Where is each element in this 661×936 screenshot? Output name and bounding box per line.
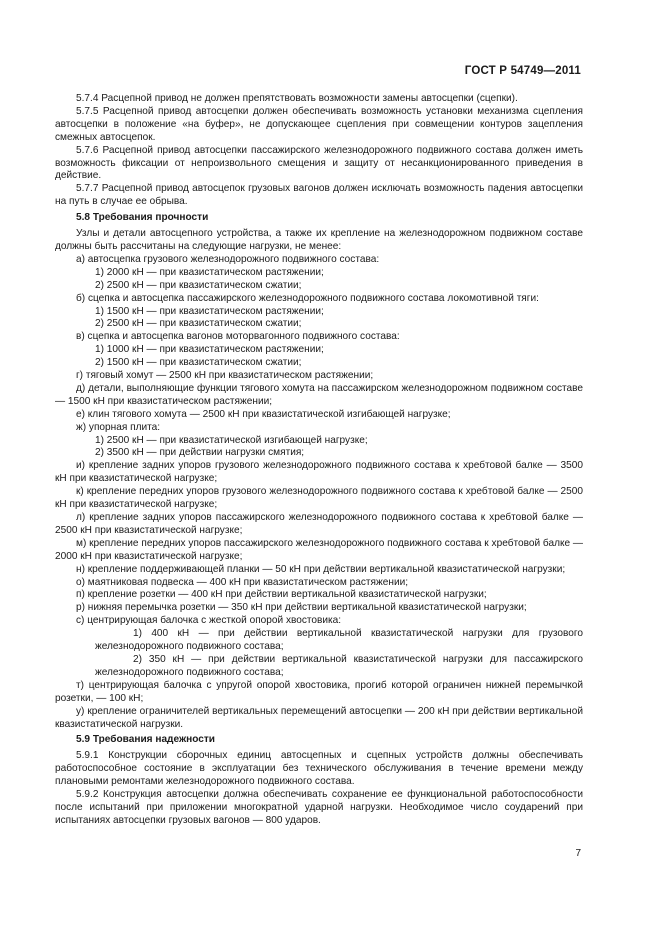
document-id-header: ГОСТ Р 54749—2011 — [464, 65, 581, 77]
paragraph: 5.7.4 Расцепной привод не должен препятствовать возможности замены автосцепки (сцепки). — [76, 93, 518, 104]
paragraph: 1) 400 кН — при действии вертикальной квазистатической нагрузки для грузового железнодорожного подвижного состава; — [95, 628, 583, 653]
page-number: 7 — [575, 848, 581, 859]
paragraph: 1) 1000 кН — при квазистатическом растяжении; — [95, 344, 324, 356]
paragraph: л) крепление задних упоров пассажирского железнодорожного подвижного состава к хребтовой балке — 2500 кН при квазистатической нагрузке; — [55, 512, 583, 536]
paragraph: 2) 2500 кН — при квазистатическом сжатии; — [95, 318, 302, 330]
paragraph: 5.9.2 Конструкция автосцепки должна обеспечивать сохранение ее функциональной работоспособности после испытаний при приложении многократной ударной нагрузки. Необходимое число соударений при испытаниях автосцепки грузовых вагонов — 800 ударов. — [55, 789, 583, 826]
paragraph: с) центрирующая балочка с жесткой опорой хвостовика: — [76, 615, 342, 627]
paragraph: в) сцепка и автосцепка вагонов моторвагонного подвижного состава: — [76, 331, 400, 343]
paragraph: 1) 2000 кН — при квазистатическом растяжении; — [95, 266, 324, 278]
paragraph: 2) 1500 кН — при квазистатическом сжатии; — [95, 357, 302, 369]
paragraph: 5.7.7 Расцепной привод автосцепок грузовых вагонов должен исключать возможность падения автосцепки на путь в случае ее обрыва. — [55, 183, 583, 208]
paragraph: 5.7.5 Расцепной привод автосцепки должен обеспечивать возможность установки механизма сцепления автосцепки в положение «на буфер», не допускающее сцепления при совмещении контуров зацепления смежных автосцепок. — [55, 105, 583, 143]
paragraph: Узлы и детали автосцепного устройства, а также их крепление на железнодорожном подвижном составе должны быть рассчитаны на следующие нагрузки, не менее: — [55, 228, 583, 252]
paragraph: 1) 2500 кН — при квазистатической изгибающей нагрузке; — [95, 434, 368, 446]
paragraph: р) нижняя перемычка розетки — 350 кН при действии вертикальной квазистатической нагрузки; — [76, 602, 527, 614]
paragraph: м) крепление передних упоров пассажирского железнодорожного подвижного состава к хребтовой балке — 2000 кН при квазистатической нагрузке; — [55, 537, 583, 562]
paragraph: 5.9.1 Конструкции сборочных единиц автосцепных и сцепных устройств должны обеспечивать работоспособное состояние в эксплуатации без технического обслуживания в течение времени между плановыми ремонтами железнодорожного подвижного состава. — [55, 750, 583, 788]
paragraph: г) тяговый хомут — 2500 кН при квазистатическом растяжении; — [76, 370, 374, 382]
paragraph: о) маятниковая подвеска — 400 кН при квазистатическом растяжении; — [76, 576, 409, 588]
paragraph: 2) 2500 кН — при квазистатическом сжатии; — [95, 279, 302, 291]
section-heading: 5.9 Требования надежности — [76, 734, 215, 746]
paragraph: у) крепление ограничителей вертикальных перемещений автосцепки — 200 кН при действии вертикальной квазистатической нагрузки. — [55, 705, 583, 730]
paragraph: 1) 1500 кН — при квазистатическом растяжении; — [95, 305, 324, 317]
paragraph: и) крепление задних упоров грузового железнодорожного подвижного состава к хребтовой балке — 3500 кН при квазистатической нагрузке; — [55, 460, 583, 485]
paragraph: 2) 3500 кН — при действии нагрузки смятия; — [95, 447, 305, 459]
paragraph: д) детали, выполняющие функции тягового хомута на пассажирском железнодорожном подвижном составе — 1500 кН при квазистатическом растяжении; — [55, 382, 583, 407]
paragraph: е) клин тягового хомута — 2500 кН при квазистатической изгибающей нагрузке; — [76, 408, 451, 420]
paragraph: а) автосцепка грузового железнодорожного подвижного состава: — [76, 253, 380, 265]
paragraph: 2) 350 кН — при действии вертикальной квазистатической нагрузки для пассажирского железнодорожного подвижного состава; — [95, 653, 583, 678]
section-heading: 5.8 Требования прочности — [76, 212, 209, 224]
paragraph: 5.7.6 Расцепной привод автосцепки пассажирского железнодорожного подвижного состава должен иметь возможность фиксации от непроизвольного смещения и защиту от несанкционированного приведения в действие. — [55, 144, 583, 182]
paragraph: т) центрирующая балочка с упругой опорой хвостовика, прогиб которой ограничен нижней перемычкой розетки, — 100 кН; — [55, 679, 583, 704]
paragraph: б) сцепка и автосцепка пассажирского железнодорожного подвижного состава локомотивной тяги: — [76, 292, 539, 304]
document-body — [55, 93, 583, 828]
paragraph: к) крепление передних упоров грузового железнодорожного подвижного состава к хребтовой балке — 2500 кН при квазистатической нагрузке; — [55, 486, 583, 511]
paragraph: п) крепление розетки — 400 кН при действии вертикальной квазистатической нагрузки; — [76, 589, 487, 601]
paragraph: н) крепление поддерживающей планки — 50 кН при действии вертикальной квазистатической нагрузки; — [76, 563, 566, 575]
paragraph: ж) упорная плита: — [76, 421, 161, 433]
